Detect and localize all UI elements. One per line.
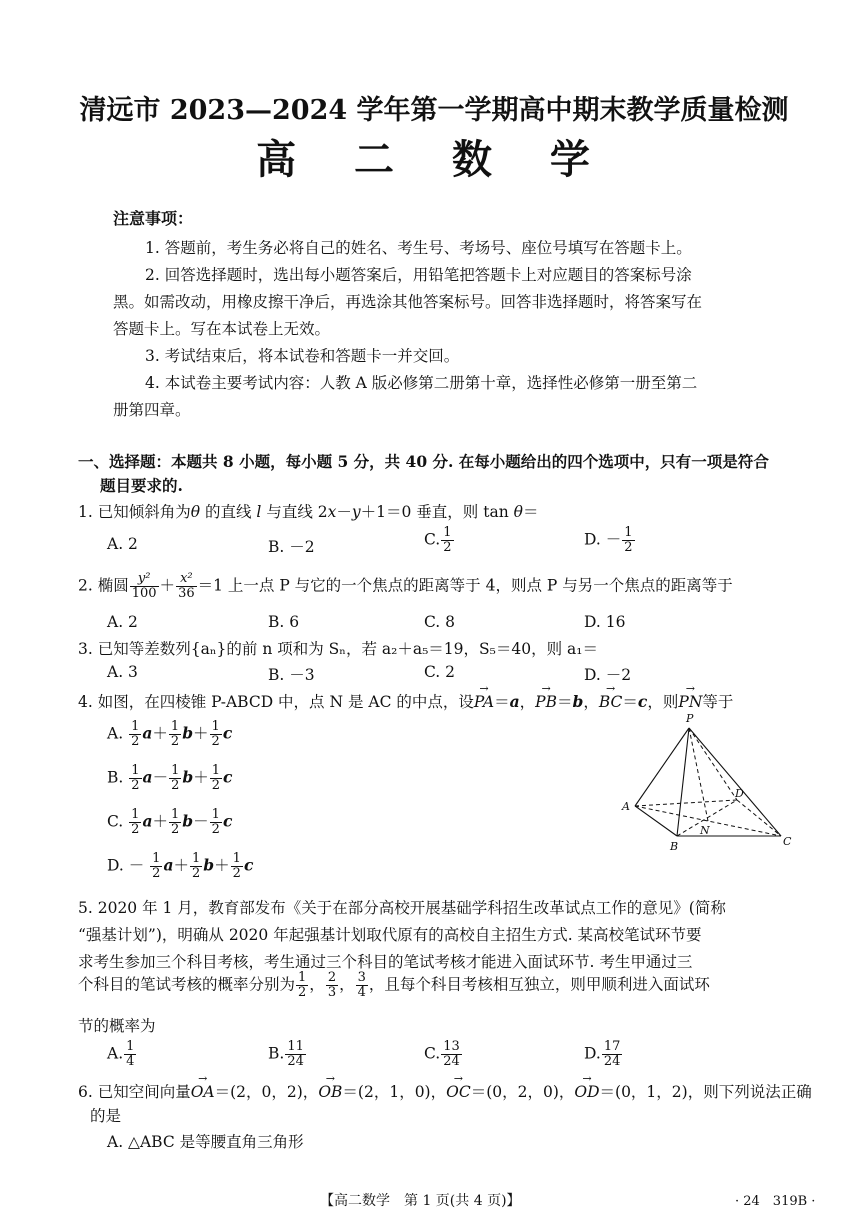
q3-option-d: D. －2 [584,666,632,684]
q5-option-d: D. $\frac{17}{24}$ [584,1039,621,1069]
q4-option-b: B. $\frac{1}{2}$ a－ $\frac{1}{2}$ b＋ $\frac{1}{2}$ c [107,763,233,793]
q4-option-d: D. － $\frac{1}{2}$ a＋ $\frac{1}{2}$ b＋ $\frac{1}{2}$ c [107,851,254,881]
label-p: P [686,712,694,725]
q1-option-c: C. $\frac{1}{2}$ [424,525,452,555]
question-4: 4. 如图，在四棱锥 P-ABCD 中，点 N 是 AC 的中点，设→ PA＝a，→ PB＝b，→ BC＝c，则→ PN等于 [78,690,733,712]
q1-option-a: A. 2 [107,535,138,553]
q4-option-a: A. $\frac{1}{2}$ a＋ $\frac{1}{2}$ b＋ $\frac{1}{2}$ c [107,719,233,749]
q2-option-d: D. 16 [584,613,626,631]
q3-option-a: A. 3 [107,663,138,681]
q5-option-a: A. $\frac{1}{4}$ [107,1039,135,1069]
exam-title: 清远市 2023—2024 学年第一学期高中期末教学质量检测 [79,95,789,126]
page-footer: 【高二数学 第 1 页(共 4 页)】 [320,1193,521,1209]
edge-dc [737,800,781,836]
notice-item-2-cont: 黑。如需改动，用橡皮擦干净后，再选涂其他答案标号。回答非选择题时，将答案写在 [113,293,703,311]
label-c: C [783,835,792,848]
q1-option-d: D. － $\frac{1}{2}$ [584,525,633,555]
question-5-line-3: 求考生参加三个科目考核，考生通过三个科目的笔试考核才能进入面试环节. 考生甲通过三 [78,953,693,971]
page-code: · 24 319B · [735,1194,816,1209]
label-b: B [670,840,679,853]
q3-option-b: B. －3 [268,666,315,684]
q3-option-c: C. 2 [424,663,456,681]
q2-option-a: A. 2 [107,613,138,631]
question-3: 3. 已知等差数列{aₙ}的前 n 项和为 Sₙ，若 a₂＋a₅＝19，S₅＝40，则 a₁＝ [78,640,598,658]
question-6-cont: 的是 [90,1107,122,1125]
question-5-line-5: 节的概率为 [78,1017,156,1035]
pyramid-figure [615,710,795,855]
question-5-line-4: 个科目的笔试考核的概率分别为 $\frac{1}{2}$ ， $\frac{2}{3}$ ， $\frac{3}{4}$ ，且每个科目考核相互独立，则甲顺利进入面试环 [78,970,710,1000]
section-heading: 一、选择题：本题共 8 小题，每小题 5 分，共 40 分. 在每小题给出的四个选项中，只有一项是符合 [78,452,769,471]
edge-ad [635,800,737,806]
label-n: N [700,824,710,837]
edge-pa [635,728,689,806]
notice-item-3: 3. 考试结束后，将本试卷和答题卡一并交回。 [145,347,460,365]
notice-item-1: 1. 答题前，考生务必将自己的姓名、考生号、考场号、座位号填写在答题卡上。 [145,239,692,257]
q6-option-a: A. △ABC 是等腰直角三角形 [107,1133,304,1151]
edge-pc [689,728,781,836]
edge-pb [677,728,689,836]
section-heading-cont: 题目要求的. [100,476,183,495]
q5-option-b: B. $\frac{11}{24}$ [268,1039,304,1069]
notice-item-4-cont: 册第四章。 [113,401,191,419]
subject-title: 高 二 数 学 [256,136,612,183]
q5-option-c: C. $\frac{13}{24}$ [424,1039,460,1069]
q1-option-b: B. －2 [268,538,315,556]
q2-option-c: C. 8 [424,613,456,631]
question-1: 1. 已知倾斜角为θ 的直线 l 与直线 2x－y＋1＝0 垂直，则 tan θ＝ [78,503,539,521]
q4-option-c: C. $\frac{1}{2}$ a＋ $\frac{1}{2}$ b－ $\frac{1}{2}$ c [107,807,233,837]
label-a: A [622,800,630,813]
notice-item-4: 4. 本试卷主要考试内容：人教 A 版必修第二册第十章，选择性必修第一册至第二 [145,374,698,392]
question-6: 6. 已知空间向量→ OA＝(2，0，2)，→ OB＝(2，1，0)，→ OC＝(0，2，0)，→ OD＝(0，1，2)，则下列说法正确 [78,1080,812,1102]
question-5-line-1: 5. 2020 年 1 月，教育部发布《关于在部分高校开展基础学科招生改革试点工作的意见》(简称 [78,899,726,917]
notice-item-2-cont2: 答题卡上。写在本试卷上无效。 [113,320,331,338]
question-2: 2. 椭圆 $\frac{\text{y²}}{100}$ ＋ $\frac{\text{x²}}{36}$ ＝1 上一点 P 与它的一个焦点的距离等于 4，则点 P 与另一个焦点的距离等于 [78,571,733,601]
label-d: D [735,787,744,800]
question-5-line-2: “强基计划”)，明确从 2020 年起强基计划取代原有的高校自主招生方式. 某高校笔试环节要 [78,926,702,944]
notice-heading: 注意事项： [113,209,194,228]
q2-option-b: B. 6 [268,613,300,631]
notice-item-2: 2. 回答选择题时，选出每小题答案后，用铅笔把答题卡上对应题目的答案标号涂 [145,266,692,284]
